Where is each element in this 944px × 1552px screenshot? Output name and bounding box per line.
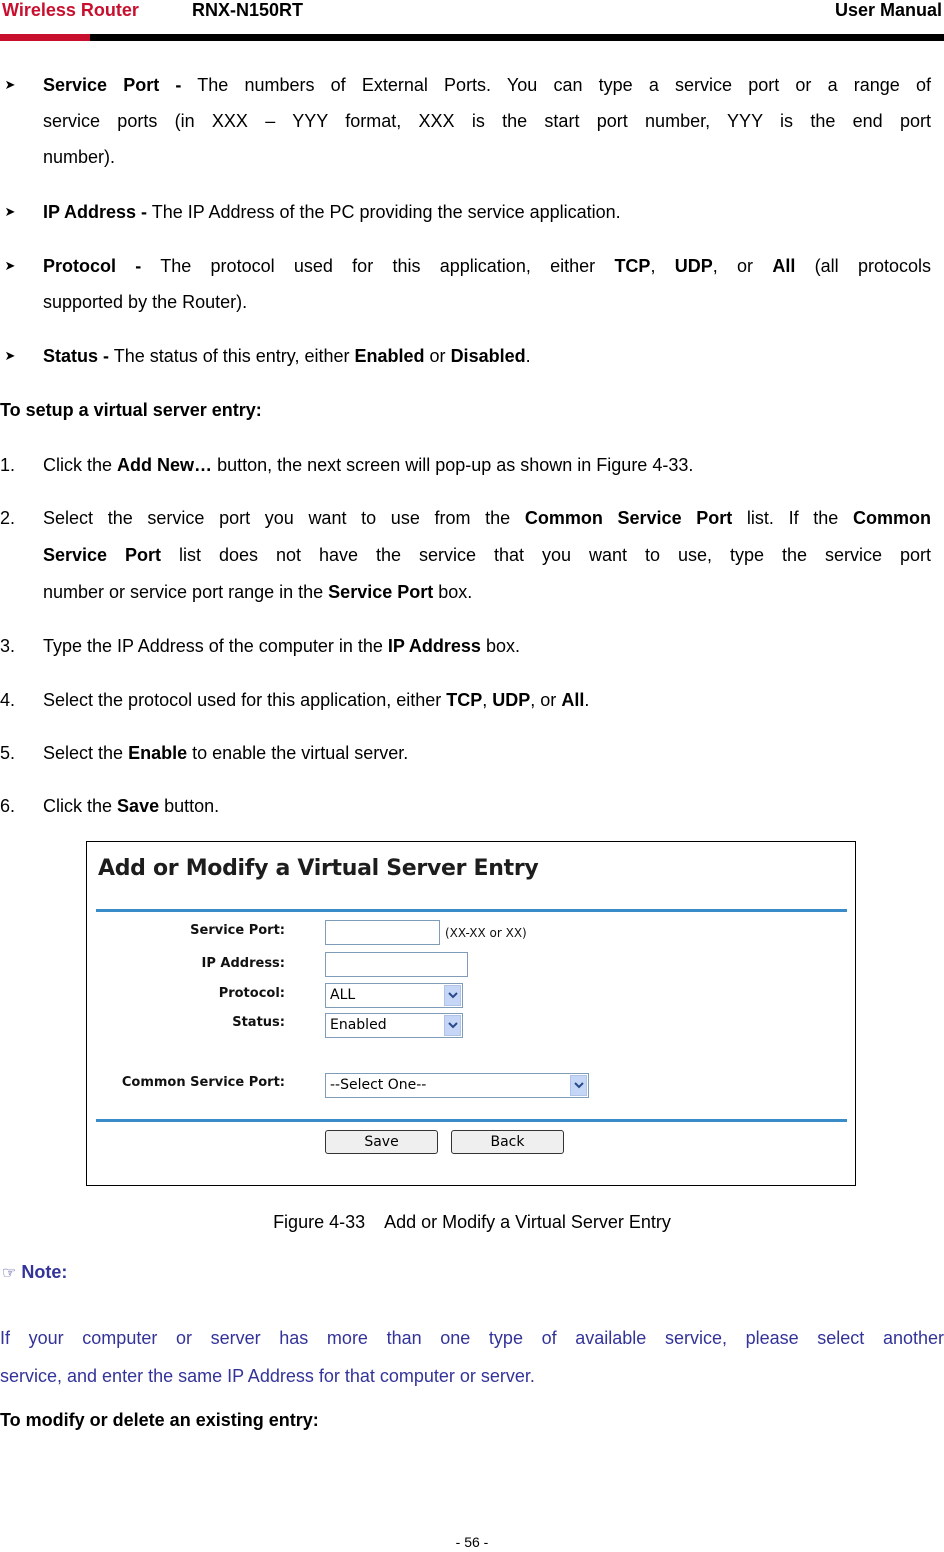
step-text: number or service port range in the — [43, 582, 324, 602]
status-label: Status: — [232, 1015, 285, 1030]
bullet-protocol — [0, 248, 944, 320]
note-label: Note: — [21, 1262, 68, 1282]
step-3 — [0, 628, 944, 665]
note-heading — [2, 1262, 67, 1283]
bullet-term: Protocol - — [43, 256, 142, 276]
bullet-text: number). — [43, 147, 116, 167]
step-bold: TCP — [446, 690, 483, 710]
bullet-service-port — [0, 67, 944, 175]
step-text: list. If the — [746, 508, 839, 528]
service-port-label: Service Port: — [190, 923, 285, 938]
pointing-hand-icon: ☞ — [2, 1265, 17, 1282]
header-brand: Wireless Router — [2, 0, 139, 20]
form-rule-top — [96, 909, 847, 912]
step-6 — [0, 788, 944, 825]
common-service-selected-value: --Select One-- — [330, 1077, 427, 1093]
form-title: Add or Modify a Virtual Server Entry — [98, 856, 539, 881]
bullet-text: (all protocols — [814, 256, 931, 276]
status-select[interactable] — [325, 1013, 463, 1038]
step-text: . — [584, 690, 590, 710]
step-bold: All — [561, 690, 585, 710]
step-text: Select the service port you want to use from the — [43, 508, 511, 528]
step-bold: UDP — [492, 690, 531, 710]
bullet-text: , or — [712, 256, 754, 276]
page-header — [0, 0, 944, 44]
step-bold: IP Address — [387, 636, 481, 656]
bullet-text: supported by the Router). — [43, 292, 248, 312]
figure-caption — [0, 1212, 944, 1233]
step-text: box. — [485, 636, 520, 656]
step-bold: Common — [852, 508, 931, 528]
step-bold: Save — [117, 796, 160, 816]
bullet-text: service ports (in XXX – YYY format, XXX is the start port number, YYY is the end port — [43, 111, 931, 131]
step-number: 3. — [0, 636, 16, 656]
step-text: box. — [438, 582, 473, 602]
note-text: If your computer or server has more than one type of available service, please select another — [0, 1328, 944, 1348]
bullet-bold: Disabled — [450, 346, 526, 366]
step-number: 4. — [0, 690, 16, 710]
note-text: service, and enter the same IP Address for that computer or server. — [0, 1366, 535, 1386]
step-number: 5. — [0, 743, 16, 763]
common-service-port-label: Common Service Port: — [121, 1075, 285, 1090]
bullet-text: or — [429, 346, 446, 366]
step-number: 1. — [0, 455, 16, 475]
status-selected-value: Enabled — [330, 1017, 387, 1033]
bullet-bold: All — [772, 256, 796, 276]
bullet-text: . — [525, 346, 531, 366]
caption-text: Figure 4-33 Add or Modify a Virtual Server Entry — [273, 1212, 671, 1232]
ip-address-input[interactable] — [325, 952, 468, 977]
bullet-text: The protocol used for this application, either — [160, 256, 596, 276]
setup-heading: To setup a virtual server entry: — [0, 400, 262, 420]
bullet-text: The IP Address of the PC providing the service application. — [151, 202, 621, 222]
step-text: Select the — [43, 743, 124, 763]
save-button[interactable]: Save — [325, 1130, 438, 1154]
ip-address-label: IP Address: — [201, 956, 285, 971]
bullet-term: IP Address - — [43, 202, 148, 222]
step-text: list does not have the service that you want to use, type the service port — [179, 545, 931, 565]
note-body — [0, 1319, 944, 1395]
bullet-text: The numbers of External Ports. You can type a service port or a range of — [197, 75, 931, 95]
step-bold: Common Service Port — [524, 508, 733, 528]
protocol-selected-value: ALL — [330, 987, 356, 1003]
protocol-label: Protocol: — [218, 986, 285, 1001]
step-text: to enable the virtual server. — [192, 743, 409, 763]
step-text: button, the next screen will pop-up as shown in Figure 4-33. — [217, 455, 694, 475]
step-number: 6. — [0, 796, 16, 816]
form-rule-bottom — [96, 1119, 847, 1122]
service-port-hint: (XX-XX or XX) — [445, 926, 527, 940]
step-2 — [0, 500, 944, 611]
step-5 — [0, 735, 944, 772]
bullet-text: , — [650, 256, 656, 276]
step-text: , or — [530, 690, 557, 710]
bullet-status — [0, 338, 944, 374]
bullet-text: The status of this entry, either — [113, 346, 350, 366]
chevron-down-icon[interactable] — [444, 1015, 461, 1036]
header-doc-title: User Manual — [834, 0, 942, 20]
bullet-term: Status - — [43, 346, 110, 366]
header-model: RNX-N150RT — [192, 0, 304, 20]
bullet-bold: TCP — [614, 256, 651, 276]
header-rule-black — [90, 34, 944, 41]
arrow-bullet-icon: ➤ — [4, 77, 16, 92]
bullet-bold: Enabled — [354, 346, 425, 366]
bullet-ip-address — [0, 194, 944, 230]
virtual-server-form-figure — [86, 841, 856, 1186]
step-bold: Service Port — [43, 545, 162, 565]
step-bold: Service Port — [328, 582, 434, 602]
step-text: Click the — [43, 455, 113, 475]
step-bold: Enable — [128, 743, 188, 763]
step-number: 2. — [0, 508, 16, 528]
protocol-select[interactable] — [325, 983, 463, 1008]
step-text: button. — [164, 796, 220, 816]
header-rule-red — [0, 34, 90, 41]
back-button[interactable]: Back — [451, 1130, 564, 1154]
step-4 — [0, 682, 944, 719]
step-1 — [0, 447, 944, 484]
common-service-port-select[interactable] — [325, 1073, 589, 1098]
modify-heading: To modify or delete an existing entry: — [0, 1410, 319, 1430]
step-text: Select the protocol used for this application, either — [43, 690, 442, 710]
step-bold: Add New… — [117, 455, 213, 475]
step-text: Click the — [43, 796, 113, 816]
arrow-bullet-icon: ➤ — [4, 258, 16, 273]
service-port-input[interactable] — [325, 920, 440, 945]
bullet-term: Service Port - — [43, 75, 182, 95]
chevron-down-icon[interactable] — [444, 985, 461, 1006]
chevron-down-icon[interactable] — [570, 1075, 587, 1096]
bullet-bold: UDP — [674, 256, 713, 276]
step-text: Type the IP Address of the computer in the — [43, 636, 383, 656]
arrow-bullet-icon: ➤ — [4, 348, 16, 363]
page-number: - 56 - — [455, 1534, 489, 1550]
step-text: , — [482, 690, 488, 710]
arrow-bullet-icon: ➤ — [4, 204, 16, 219]
